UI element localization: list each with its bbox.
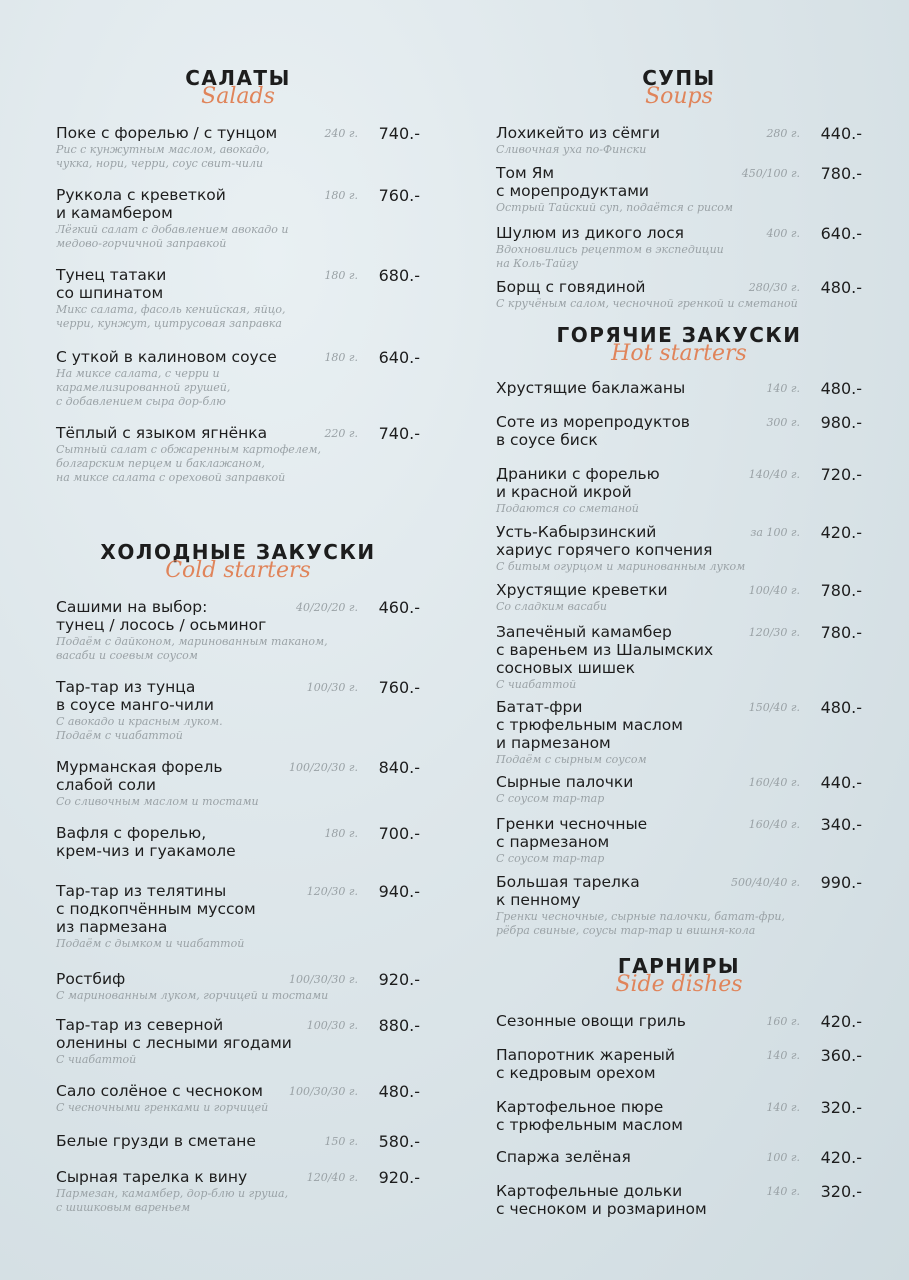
menu-item-weight: 120/40 г. xyxy=(306,1171,358,1184)
section-subtitle: Cold starters xyxy=(165,558,311,583)
menu-item-description: Вдохновились рецептом в экспедиции на Коль-Тайгу xyxy=(496,243,724,270)
menu-item-weight: 140 г. xyxy=(766,1185,800,1198)
menu-item-name: Запечёный камамбер с вареньем из Шалымских сосновых шишек xyxy=(496,623,714,677)
menu-item-description: Со сливочным маслом и тостами xyxy=(56,795,259,808)
menu-item-name: Хрустящие креветки xyxy=(496,581,668,599)
menu-item-weight: 180 г. xyxy=(324,827,358,840)
menu-item-description: С соусом тар-тар xyxy=(496,852,605,865)
menu-item-weight: 140 г. xyxy=(766,1101,800,1114)
menu-item-description: С чиабаттой xyxy=(56,1053,137,1066)
menu-item-name: Поке с форелью / с тунцом xyxy=(56,124,278,142)
menu-item-name: Гренки чесночные с пармезаном xyxy=(496,815,648,851)
menu-item-price: 990.- xyxy=(820,873,862,892)
menu-item-weight: 280/30 г. xyxy=(748,281,800,294)
menu-item xyxy=(56,1168,420,1215)
menu-item-price: 340.- xyxy=(820,815,862,834)
menu-item-weight: 140/40 г. xyxy=(748,468,800,481)
menu-item-weight: 120/30 г. xyxy=(748,626,800,639)
menu-item-price: 480.- xyxy=(820,698,862,717)
menu-item-weight: 100/30 г. xyxy=(306,1019,358,1032)
menu-item xyxy=(496,623,862,692)
menu-item-name: Сезонные овощи гриль xyxy=(496,1012,686,1030)
section-soups xyxy=(496,66,862,310)
menu-item xyxy=(56,266,420,331)
menu-item-price: 420.- xyxy=(820,1148,862,1167)
menu-item-price: 460.- xyxy=(378,598,420,617)
menu-item-price: 420.- xyxy=(820,523,862,542)
menu-item-description: Подаём с сырным соусом xyxy=(496,753,647,766)
menu-item-description: Лёгкий салат с добавлением авокадо и медово-горчичной заправкой xyxy=(56,223,289,250)
menu-item-weight: 160/40 г. xyxy=(748,818,800,831)
menu-item-description: С маринованным луком, горчицей и тостами xyxy=(56,989,329,1002)
menu-item-name: Усть-Кабырзинский хариус горячего копчения xyxy=(496,523,713,559)
section-side-dishes xyxy=(496,954,862,1218)
menu-item xyxy=(56,678,420,743)
menu-item xyxy=(56,882,420,951)
menu-item-price: 420.- xyxy=(820,1012,862,1031)
menu-item-price: 720.- xyxy=(820,465,862,484)
menu-item-name: Батат-фри с трюфельным маслом и пармезаном xyxy=(496,698,683,752)
menu-item xyxy=(56,598,420,663)
menu-item-price: 440.- xyxy=(820,124,862,143)
menu-item-name: Руккола с креветкой и камамбером xyxy=(56,186,226,222)
menu-item-price: 580.- xyxy=(378,1132,420,1151)
menu-item-price: 480.- xyxy=(378,1082,420,1101)
section-hot-starters xyxy=(496,323,862,937)
menu-item-price: 680.- xyxy=(378,266,420,285)
section-header xyxy=(496,323,862,381)
menu-item-weight: 180 г. xyxy=(324,189,358,202)
menu-item-description: Сытный салат с обжаренным картофелем, болгарским перцем и баклажаном, на миксе салата с ореховой заправкой xyxy=(56,443,321,484)
menu-item xyxy=(496,773,862,806)
menu-item-description: Микс салата, фасоль кенийская, яйцо, черри, кунжут, цитрусовая заправка xyxy=(56,303,286,330)
menu-item-weight: 500/40/40 г. xyxy=(731,876,800,889)
menu-item-price: 780.- xyxy=(820,164,862,183)
menu-item-description: С соусом тар-тар xyxy=(496,792,605,805)
menu-item-price: 480.- xyxy=(820,278,862,297)
menu-item-weight: 120/30 г. xyxy=(306,885,358,898)
menu-item-weight: 100/30/30 г. xyxy=(289,973,358,986)
menu-item xyxy=(496,873,862,938)
menu-item-description: С битым огурцом и маринованным луком xyxy=(496,560,746,573)
menu-item-name: Сало солёное с чесноком xyxy=(56,1082,263,1100)
section-header xyxy=(56,540,420,598)
menu-item-price: 640.- xyxy=(378,348,420,367)
menu-item-name: Большая тарелка к пенному xyxy=(496,873,640,909)
menu-item xyxy=(496,124,862,157)
menu-item-name: Мурманская форель слабой соли xyxy=(56,758,223,794)
menu-item-weight: 160/40 г. xyxy=(748,776,800,789)
menu-item xyxy=(496,1098,862,1134)
menu-item-weight: 100/40 г. xyxy=(748,584,800,597)
menu-item-price: 740.- xyxy=(378,424,420,443)
menu-item-price: 920.- xyxy=(378,970,420,989)
section-subtitle: Salads xyxy=(201,84,275,109)
section-cold-starters xyxy=(56,540,420,1214)
menu-item-name: Драники с форелью и красной икрой xyxy=(496,465,660,501)
menu-item-price: 740.- xyxy=(378,124,420,143)
menu-item xyxy=(496,815,862,866)
menu-item-name: Сашими на выбор: тунец / лосось / осьминог xyxy=(56,598,267,634)
menu-item xyxy=(496,1012,862,1030)
menu-item xyxy=(56,348,420,409)
menu-item-weight: 100/30 г. xyxy=(306,681,358,694)
menu-item-name: Соте из морепродуктов в соусе биск xyxy=(496,413,690,449)
menu-item-price: 760.- xyxy=(378,678,420,697)
menu-item-price: 760.- xyxy=(378,186,420,205)
menu-item-description: Со сладким васаби xyxy=(496,600,607,613)
menu-item-name: Вафля с форелью, крем-чиз и гуакамоле xyxy=(56,824,236,860)
menu-item xyxy=(496,1182,862,1218)
menu-item xyxy=(496,698,862,767)
menu-item-name: Сырные палочки xyxy=(496,773,634,791)
menu-item-weight: за 100 г. xyxy=(750,526,800,539)
menu-item-price: 780.- xyxy=(820,581,862,600)
section-title: СУПЫ xyxy=(642,66,716,90)
menu-item-price: 880.- xyxy=(378,1016,420,1035)
section-header xyxy=(56,66,420,124)
menu-item-name: Тёплый с языком ягнёнка xyxy=(56,424,268,442)
menu-item-weight: 100/30/30 г. xyxy=(289,1085,358,1098)
menu-item-description: Гренки чесночные, сырные палочки, батат-фри, рёбра свиные, соусы тар-тар и вишня-кола xyxy=(496,910,785,937)
menu-item-name: Картофельное пюре с трюфельным маслом xyxy=(496,1098,683,1134)
menu-item-name: Спаржа зелёная xyxy=(496,1148,631,1166)
menu-item-name: Хрустящие баклажаны xyxy=(496,379,686,397)
menu-item-weight: 100/20/30 г. xyxy=(289,761,358,774)
menu-item-description: С чесночными гренками и горчицей xyxy=(56,1101,269,1114)
section-header xyxy=(496,66,862,124)
menu-item xyxy=(496,523,862,574)
menu-item-weight: 450/100 г. xyxy=(741,167,800,180)
menu-item-weight: 300 г. xyxy=(766,416,800,429)
menu-item-price: 840.- xyxy=(378,758,420,777)
menu-item-description: Подаются со сметаной xyxy=(496,502,639,515)
menu-item-weight: 180 г. xyxy=(324,351,358,364)
section-title: САЛАТЫ xyxy=(185,66,291,90)
menu-item xyxy=(496,224,862,271)
menu-item-price: 360.- xyxy=(820,1046,862,1065)
menu-item-name: Папоротник жареный с кедровым орехом xyxy=(496,1046,675,1082)
menu-item-name: Шулюм из дикого лося xyxy=(496,224,684,242)
menu-item-weight: 160 г. xyxy=(766,1015,800,1028)
menu-item-name: Белые грузди в сметане xyxy=(56,1132,256,1150)
menu-item-name: С уткой в калиновом соусе xyxy=(56,348,277,366)
menu-item-price: 440.- xyxy=(820,773,862,792)
menu-item-description: Сливочная уха по-Фински xyxy=(496,143,647,156)
menu-item xyxy=(496,379,862,397)
menu-item-description: С чиабаттой xyxy=(496,678,577,691)
menu-item-name: Тар-тар из тунца в соусе манго-чили xyxy=(56,678,214,714)
menu-item-price: 780.- xyxy=(820,623,862,642)
menu-item xyxy=(496,164,862,215)
section-subtitle: Soups xyxy=(645,84,713,109)
section-title: ГОРЯЧИЕ ЗАКУСКИ xyxy=(556,323,802,347)
menu-item-price: 320.- xyxy=(820,1182,862,1201)
menu-item-weight: 100 г. xyxy=(766,1151,800,1164)
menu-item-weight: 140 г. xyxy=(766,382,800,395)
menu-item-description: Рис с кунжутным маслом, авокадо, чукка, нори, черри, соус свит-чили xyxy=(56,143,270,170)
menu-item-price: 640.- xyxy=(820,224,862,243)
menu-item xyxy=(496,278,862,311)
menu-item-description: Подаём с дайконом, маринованным таканом, васаби и соевым соусом xyxy=(56,635,328,662)
menu-item-description: На миксе салата, с черри и карамелизированной грушей, с добавлением сыра дор-блю xyxy=(56,367,231,408)
section-salads xyxy=(56,66,420,484)
section-subtitle: Side dishes xyxy=(615,972,743,997)
menu-item xyxy=(496,465,862,516)
menu-item-weight: 240 г. xyxy=(324,127,358,140)
menu-item-name: Лохикейто из сёмги xyxy=(496,124,661,142)
menu-item xyxy=(496,1046,862,1082)
menu-item-price: 700.- xyxy=(378,824,420,843)
menu-item-price: 920.- xyxy=(378,1168,420,1187)
menu-item-name: Сырная тарелка к вину xyxy=(56,1168,248,1186)
menu-item-description: С авокадо и красным луком. Подаём с чиабаттой xyxy=(56,715,223,742)
menu-item-weight: 400 г. xyxy=(766,227,800,240)
section-title: ГАРНИРЫ xyxy=(617,954,741,978)
menu-item-price: 980.- xyxy=(820,413,862,432)
menu-item xyxy=(496,413,862,449)
menu-item xyxy=(56,186,420,251)
section-title: ХОЛОДНЫЕ ЗАКУСКИ xyxy=(100,540,376,564)
menu-item-description: Подаём с дымком и чиабаттой xyxy=(56,937,245,950)
menu-item-description: Пармезан, камамбер, дор-блю и груша, с шишковым вареньем xyxy=(56,1187,289,1214)
menu-item xyxy=(56,1016,420,1067)
menu-item xyxy=(56,1132,420,1150)
menu-item xyxy=(56,970,420,1003)
menu-item xyxy=(56,1082,420,1115)
menu-item-name: Борщ с говядиной xyxy=(496,278,646,296)
menu-item xyxy=(56,758,420,809)
menu-item-weight: 180 г. xyxy=(324,269,358,282)
menu-item-weight: 140 г. xyxy=(766,1049,800,1062)
menu-item-weight: 40/20/20 г. xyxy=(296,601,358,614)
menu-item-name: Тар-тар из северной оленины с лесными ягодами xyxy=(56,1016,292,1052)
menu-item-name: Тунец татаки со шпинатом xyxy=(56,266,167,302)
menu-item-name: Том Ям с морепродуктами xyxy=(496,164,650,200)
menu-item-description: Острый Тайский суп, подаётся с рисом xyxy=(496,201,733,214)
menu-item-name: Картофельные дольки с чесноком и розмарином xyxy=(496,1182,707,1218)
menu-item xyxy=(56,424,420,485)
menu-item xyxy=(496,1148,862,1166)
menu-item-price: 940.- xyxy=(378,882,420,901)
menu-item-weight: 150 г. xyxy=(324,1135,358,1148)
menu-item-weight: 280 г. xyxy=(766,127,800,140)
menu-item xyxy=(56,124,420,171)
section-subtitle: Hot starters xyxy=(611,341,747,366)
section-header xyxy=(496,954,862,1012)
menu-item-description: С кручёным салом, чесночной гренкой и сметаной xyxy=(496,297,798,310)
menu-item-name: Ростбиф xyxy=(56,970,126,988)
menu-item xyxy=(56,824,420,860)
menu-item xyxy=(496,581,862,614)
menu-item-price: 480.- xyxy=(820,379,862,398)
menu-item-name: Тар-тар из телятины с подкопчённым муссом из пармезана xyxy=(56,882,256,936)
menu-item-weight: 220 г. xyxy=(324,427,358,440)
menu-item-weight: 150/40 г. xyxy=(748,701,800,714)
menu-item-price: 320.- xyxy=(820,1098,862,1117)
